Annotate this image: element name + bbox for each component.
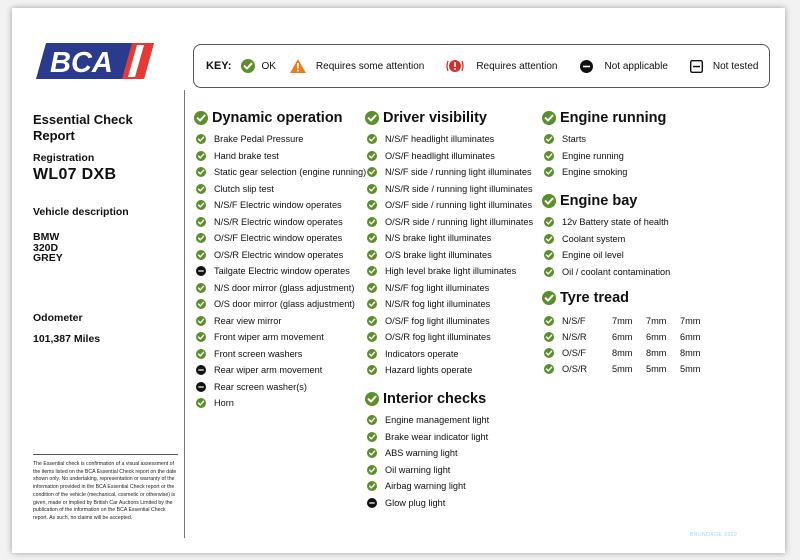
check-item-label: Oil warning light [385,464,451,475]
ok-icon [367,481,377,491]
disclaimer-divider [33,454,178,455]
check-item-label: Static gear selection (engine running) [214,167,367,178]
check-item-label: N/S/F Electric window operates [214,200,342,211]
check-item [194,197,364,214]
check-item-label: Indicators operate [385,348,459,359]
check-item [365,263,545,280]
section-heading [542,192,762,210]
section-engine-running [542,109,762,181]
tyre-depth: 8mm [612,348,633,358]
ok-icon [542,291,556,305]
check-list [194,131,367,412]
vehicle-description [33,232,173,264]
check-item-label: N/S/F side / running light illuminates [385,167,532,178]
check-item [194,263,364,280]
check-list [365,131,545,379]
check-item-label: Engine management light [385,415,490,426]
ok-icon [367,316,377,326]
check-item-label: High level brake light illuminates [385,266,517,277]
ok-icon [194,111,208,125]
check-item-label: Rear view mirror [214,315,282,326]
ok-icon [544,167,554,177]
check-item [194,181,364,198]
ok-icon [196,167,206,177]
section-title: Interior checks [383,391,487,407]
check-item [365,296,545,313]
ok-icon [367,184,377,194]
check-item-label: O/S/F headlight illuminates [385,150,495,161]
check-item [194,313,364,330]
ok-icon [196,217,206,227]
section-heading [194,109,364,127]
ok-icon [365,392,379,406]
check-item-label: N/S door mirror (glass adjustment) [214,282,355,293]
check-item [194,214,364,231]
section-heading [542,109,762,127]
check-item [365,412,545,429]
check-item [542,164,762,181]
check-item [542,264,762,281]
tyre-row [542,345,762,361]
ok-icon [367,134,377,144]
ok-icon [367,151,377,161]
check-item-label: N/S brake light illuminates [385,233,492,244]
check-item-label: Front wiper arm movement [214,332,324,343]
ok-icon [365,111,379,125]
check-list [542,131,762,181]
key-warning-label: Requires some attention [315,60,425,72]
section-title: Engine bay [560,193,638,209]
check-item-label: Engine running [562,150,624,161]
check-item [194,329,364,346]
check-item [365,164,545,181]
ok-icon [196,200,206,210]
check-item-label: Rear wiper arm movement [214,365,323,376]
ok-icon [196,398,206,408]
ok-icon [196,316,206,326]
check-item-label: ABS warning light [385,448,458,459]
check-item-label: N/S/R Electric window operates [214,216,343,227]
check-list [542,214,762,280]
tyre-position: N/S/F [562,316,586,326]
ok-icon [542,111,556,125]
vehicle-description-label: Vehicle description [33,206,129,218]
check-item [365,131,545,148]
not-applicable-icon [196,382,206,392]
check-item-label: O/S/R fog light illuminates [385,332,491,343]
check-item-label: O/S/R side / running light illuminates [385,216,534,227]
tyre-depth: 7mm [646,316,667,326]
check-item-label: Brake wear indicator light [385,431,489,442]
check-item [542,214,762,231]
key-warning [290,59,424,73]
check-item [542,148,762,165]
not-applicable-icon [196,266,206,276]
ok-icon [367,465,377,475]
tyre-depth: 5mm [646,364,667,374]
check-item-label: Glow plug light [385,497,446,508]
tyre-depth: 8mm [680,348,701,358]
section-heading [365,390,545,408]
check-item-label: Airbag warning light [385,481,466,492]
ok-icon [241,59,255,73]
section-engine-bay [542,192,762,280]
key-alert [446,59,557,73]
key-title: KEY: [206,60,232,72]
check-item-label: O/S door mirror (glass adjustment) [214,299,355,310]
tyre-depth: 6mm [680,332,701,342]
check-item [365,197,545,214]
ok-icon [367,415,377,425]
ok-icon [367,332,377,342]
check-item [194,379,364,396]
tyre-depth: 5mm [612,364,633,374]
vehicle-make: BMW [33,231,60,243]
check-item-label: Horn [214,398,234,409]
check-item-label: N/S/F fog light illuminates [385,282,490,293]
check-item [542,247,762,264]
divider-line [184,90,185,538]
check-item [194,131,364,148]
check-item [542,131,762,148]
section-title: Driver visibility [383,110,487,126]
key-box [193,44,770,88]
ok-icon [544,316,554,326]
section-driver-visibility [365,109,545,379]
check-item-label: Tailgate Electric window operates [214,266,350,277]
check-item-label: O/S/F Electric window operates [214,233,343,244]
ok-icon [367,349,377,359]
section-heading [365,109,545,127]
ok-icon [544,134,554,144]
check-item [365,230,545,247]
tyre-depth: 5mm [680,364,701,374]
section-tyre-tread [542,289,762,377]
ok-icon [367,448,377,458]
section-title: Tyre tread [560,290,630,306]
ok-icon [367,217,377,227]
check-item-label: Rear screen washer(s) [214,381,307,392]
ok-icon [542,194,556,208]
section-heading [542,289,762,307]
ok-icon [544,348,554,358]
tyre-depth: 7mm [680,316,701,326]
tyre-row [542,329,762,345]
section-title: Dynamic operation [212,110,343,126]
check-item [365,148,545,165]
check-list [365,412,545,511]
tyre-depth: 7mm [612,316,633,326]
key-not-tested [690,60,759,73]
ok-icon [544,250,554,260]
check-item [365,462,545,479]
tyre-row [542,313,762,329]
check-item-label: O/S/R Electric window operates [214,249,344,260]
registration-label: Registration [33,152,95,164]
tyre-row [542,361,762,377]
ok-icon [196,283,206,293]
check-item [365,362,545,379]
tyre-position: O/S/F [562,348,586,358]
check-item-label: N/S/R side / running light illuminates [385,183,533,194]
check-item [542,231,762,248]
footer-watermark: BRUNDAGE 2022 [690,532,738,538]
check-item [365,495,545,512]
check-item [365,346,545,363]
key-na [580,60,668,73]
check-item-label: Brake Pedal Pressure [214,134,304,145]
section-dynamic-operation [194,109,367,412]
check-item [365,181,545,198]
check-item [194,164,367,181]
tyre-depth: 8mm [646,348,667,358]
vehicle-colour: GREY [33,252,63,264]
disclaimer-text: The Essential check is confirmation of a visual assessment of the items listed on the BCA Essential Check report on the date shown only. No undertaking, representation or warranty of the information provided in the BCA Essential Check report or the condition of the vehicle (mechanical, cosmetic or otherwise) is given, made or implied by British Car Auctions Limited by the publication of the information on the BCA Essential Check report. As such, no claims will be accepted. [33,461,177,521]
check-item [365,478,545,495]
ok-icon [367,233,377,243]
ok-icon [196,332,206,342]
check-item [194,346,364,363]
ok-icon [367,167,377,177]
ok-icon [544,364,554,374]
ok-icon [544,151,554,161]
not-applicable-icon [367,498,377,508]
key-ok [241,59,275,73]
check-item-label: Front screen washers [214,348,303,359]
tyre-depth: 6mm [646,332,667,342]
ok-icon [367,200,377,210]
check-item-label: Hazard lights operate [385,365,473,376]
tyre-position: O/S/R [562,364,588,374]
ok-icon [367,365,377,375]
tyre-table [542,313,762,377]
check-item-label: O/S brake light illuminates [385,249,492,260]
check-item-label: N/S/F headlight illuminates [385,134,495,145]
warning-triangle-icon [290,59,306,73]
check-item [194,280,364,297]
not-applicable-icon [196,365,206,375]
registration-value: WL07 DXB [33,166,117,183]
ok-icon [367,432,377,442]
check-item-label: Starts [562,134,586,145]
ok-icon [367,266,377,276]
check-item [194,362,364,379]
check-item-label: Hand brake test [214,150,279,161]
ok-icon [196,151,206,161]
bca-logo [36,43,154,79]
check-item [194,230,364,247]
key-ok-label: OK [261,60,276,72]
ok-icon [544,234,554,244]
tyre-depth: 6mm [612,332,633,342]
check-item [194,247,364,264]
check-item [194,296,364,313]
check-item-label: Clutch slip test [214,183,274,194]
logo-text: BCA [50,47,113,79]
section-title: Engine running [560,110,667,126]
check-item-label: Coolant system [562,233,626,244]
check-item-label: Oil / coolant contamination [562,266,671,277]
check-item [365,329,545,346]
vehicle-info-panel [33,112,173,345]
ok-icon [544,267,554,277]
ok-icon [544,217,554,227]
not-tested-icon [690,60,703,73]
ok-icon [367,250,377,260]
alert-icon [446,59,464,73]
key-not-tested-label: Not tested [712,60,759,72]
check-item [365,247,545,264]
ok-icon [367,299,377,309]
check-item [365,280,545,297]
check-item-label: 12v Battery state of health [562,217,669,228]
section-interior-checks [365,390,545,511]
check-item-label: O/S/F side / running light illuminates [385,200,533,211]
check-item-label: O/S/F fog light illuminates [385,315,490,326]
vehicle-model: 320D [33,241,59,254]
tyre-position: N/S/R [562,332,587,342]
check-item [365,445,545,462]
key-na-label: Not applicable [604,60,668,72]
check-item [365,214,545,231]
not-applicable-icon [580,60,593,73]
odometer-label: Odometer [33,311,83,324]
check-item [194,395,364,412]
ok-icon [367,283,377,293]
ok-icon [544,332,554,342]
check-item-label: Engine smoking [562,167,628,178]
ok-icon [196,184,206,194]
odometer-value: 101,387 Miles [33,332,101,345]
ok-icon [196,349,206,359]
ok-icon [196,134,206,144]
ok-icon [196,250,206,260]
check-item [194,148,364,165]
key-alert-label: Requires attention [476,60,558,72]
report-title: Essential Check Report [33,112,133,143]
ok-icon [196,233,206,243]
check-item [365,313,545,330]
check-item-label: N/S/R fog light illuminates [385,299,491,310]
check-item-label: Engine oil level [562,250,624,261]
check-item [365,429,545,446]
ok-icon [196,299,206,309]
report-page [12,8,785,553]
